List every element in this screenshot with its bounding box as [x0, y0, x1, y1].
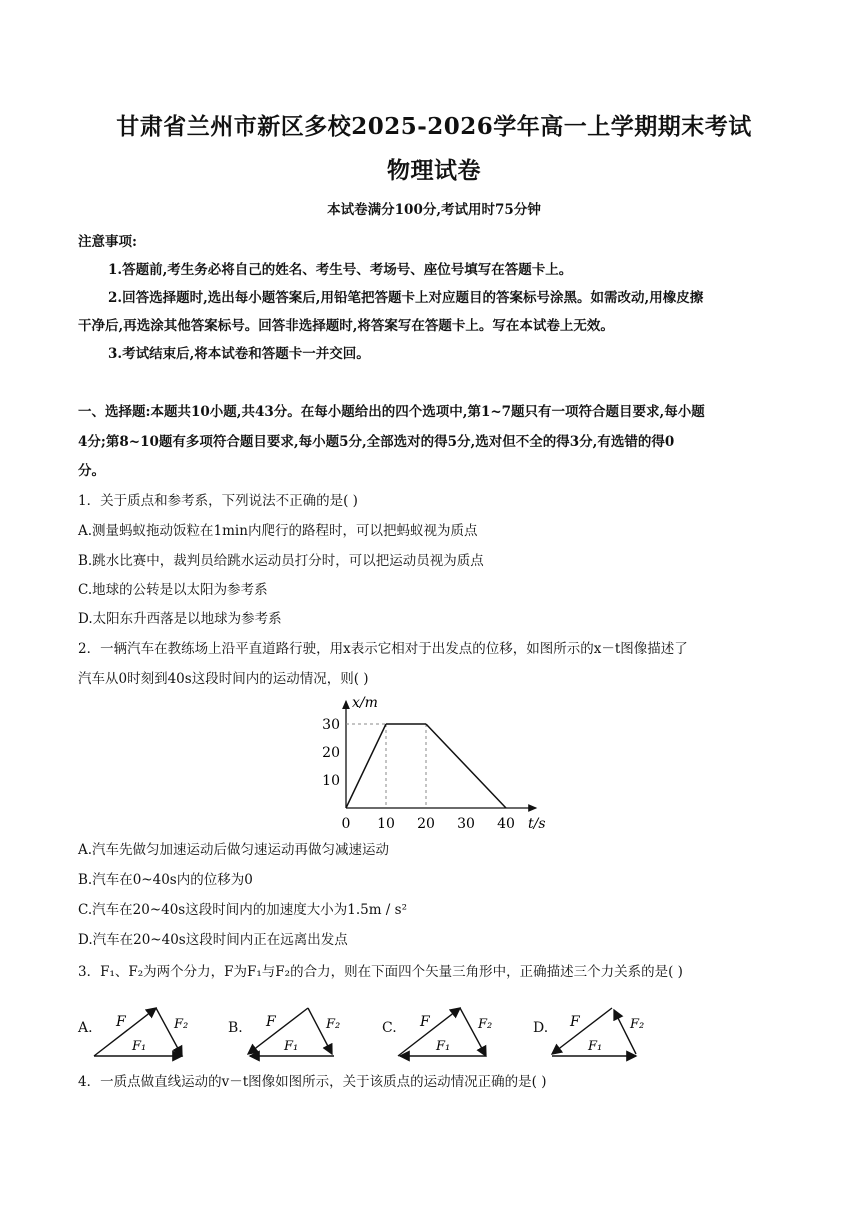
q2-option-c: C.汽车在20~40s这段时间内的加速度大小为1.5m / s²: [78, 902, 407, 918]
y-tick-label: 10: [322, 773, 340, 789]
q3-d-f2-label: F₂: [630, 1017, 645, 1032]
q3-choice-b-label: B.: [228, 1020, 243, 1036]
q1-stem: 1．关于质点和参考系，下列说法不正确的是( ): [78, 493, 358, 509]
notes-heading: 注意事项:: [78, 234, 137, 250]
q3-triangle-c: [396, 1002, 500, 1064]
x-axis-label: t/s: [528, 816, 546, 832]
q3-choice-d-label: D.: [533, 1020, 549, 1036]
x-tick-label: 30: [457, 816, 475, 832]
xt-line-segment: [346, 724, 386, 808]
q2-option-d: D.汽车在20~40s这段时间内正在远离出发点: [78, 932, 348, 948]
notes-item-2: 2.回答选择题时,选出每小题答案后,用铅笔把答题卡上对应题目的答案标号涂黑。如需改动,用橡皮擦: [108, 290, 704, 306]
q3-a-f2-label: F₂: [174, 1017, 189, 1032]
y-tick-label: 20: [322, 745, 340, 761]
x-tick-label: 0: [341, 816, 351, 832]
q1-option-a: A.测量蚂蚁拖动饭粒在1min内爬行的路程时，可以把蚂蚁视为质点: [78, 523, 478, 539]
q2-stem-line-2: 汽车从0时刻到40s这段时间内的运动情况，则( ): [78, 671, 369, 687]
q3-b-f-label: F: [266, 1014, 276, 1030]
xt-line-segment: [426, 724, 506, 808]
q4-stem: 4．一质点做直线运动的v－t图像如图所示，关于该质点的运动情况正确的是( ): [78, 1074, 547, 1090]
q3-triangle-b: [244, 1002, 348, 1064]
x-tick-label: 20: [417, 816, 435, 832]
q3-c-f2-label: F₂: [478, 1017, 493, 1032]
x-tick-label: 40: [497, 816, 515, 832]
xt-graph: [318, 692, 558, 834]
q3-c-f-label: F: [420, 1014, 430, 1030]
q3-stem: 3．F₁、F₂为两个分力，F为F₁与F₂的合力，则在下面四个矢量三角形中，正确描述三个力关系的是( ): [78, 964, 683, 980]
q3-d-f-label: F: [570, 1014, 580, 1030]
exam-subject-title: 物理试卷: [387, 157, 481, 184]
q3-choice-a-label: A.: [78, 1020, 93, 1036]
q1-option-d: D.太阳东升西落是以地球为参考系: [78, 611, 282, 627]
q3-triangle-d: [548, 1002, 652, 1064]
section1-line-3: 分。: [78, 463, 105, 479]
q3-d-f1-label: F₁: [588, 1039, 603, 1054]
y-axis-label: x/m: [352, 695, 378, 712]
q3-choice-c-label: C.: [382, 1020, 397, 1036]
q3-a-f1-label: F₁: [132, 1039, 147, 1054]
exam-title: 甘肃省兰州市新区多校2025-2026学年高一上学期期末考试: [116, 113, 752, 140]
q2-stem-line-1: 2．一辆汽车在教练场上沿平直道路行驶，用x表示它相对于出发点的位移，如图所示的x－t图像描述了: [78, 641, 688, 657]
notes-item-2-cont: 干净后,再选涂其他答案标号。回答非选择题时,将答案写在答题卡上。写在本试卷上无效。: [78, 318, 614, 334]
q1-option-b: B.跳水比赛中，裁判员给跳水运动员打分时，可以把运动员视为质点: [78, 553, 484, 569]
y-tick-label: 30: [322, 717, 340, 733]
q2-option-b: B.汽车在0~40s内的位移为0: [78, 872, 253, 888]
notes-item-1: 1.答题前,考生务必将自己的姓名、考生号、考场号、座位号填写在答题卡上。: [108, 262, 573, 278]
q1-option-c: C.地球的公转是以太阳为参考系: [78, 582, 268, 598]
q3-triangle-a: [92, 1002, 196, 1064]
section1-line-1: 一、选择题:本题共10小题,共43分。在每小题给出的四个选项中,第1~7题只有一项符合题目要求,每小题: [78, 404, 705, 420]
q3-b-f1-label: F₁: [284, 1039, 299, 1054]
x-tick-label: 10: [377, 816, 395, 832]
q3-c-f1-label: F₁: [436, 1039, 451, 1054]
exam-info: 本试卷满分100分,考试用时75分钟: [327, 202, 541, 218]
section1-line-2: 4分;第8~10题有多项符合题目要求,每小题5分,全部选对的得5分,选对但不全的得3分,有选错的得0: [78, 434, 675, 450]
q3-a-f-label: F: [116, 1014, 126, 1030]
notes-item-3: 3.考试结束后,将本试卷和答题卡一并交回。: [108, 346, 370, 362]
q2-option-a: A.汽车先做匀加速运动后做匀速运动再做匀减速运动: [78, 842, 390, 858]
q3-b-f2-label: F₂: [326, 1017, 341, 1032]
